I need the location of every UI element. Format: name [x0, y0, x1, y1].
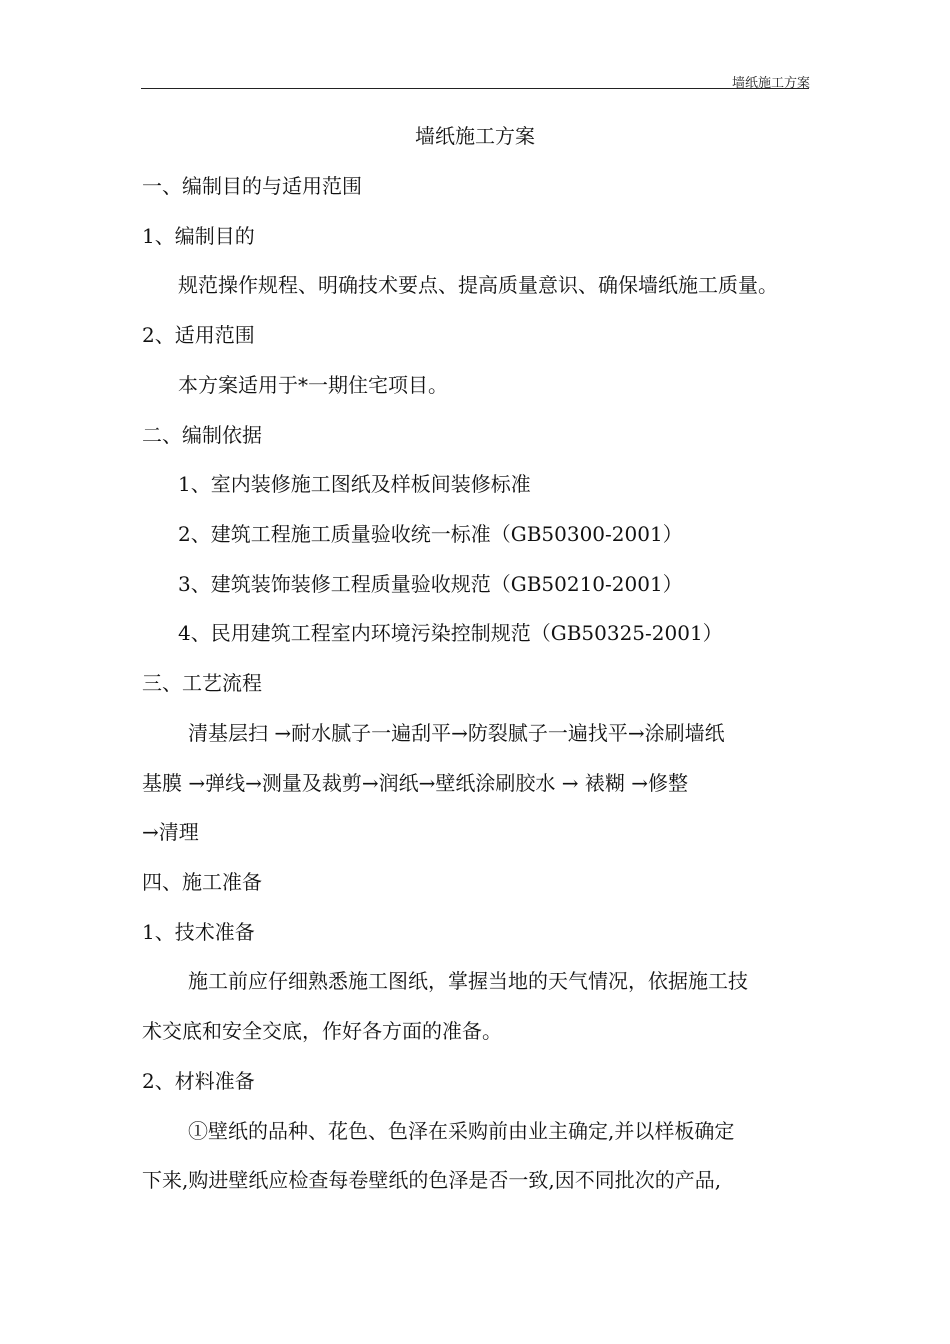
paragraph: 本方案适用于*一期住宅项目。: [178, 373, 448, 397]
header-title: 墙纸施工方案: [731, 76, 810, 91]
paragraph: 下来,购进壁纸应检查每卷壁纸的色泽是否一致,因不同批次的产品,: [142, 1168, 722, 1192]
subsection-heading: 2、材料准备: [142, 1069, 255, 1093]
list-item: 3、建筑装饰装修工程质量验收规范（GB50210-2001）: [178, 572, 683, 596]
paragraph: 清基层扫 →耐水腻子一遍刮平→防裂腻子一遍找平→涂刷墙纸: [188, 721, 725, 745]
list-item: 2、建筑工程施工质量验收统一标准（GB50300-2001）: [178, 522, 683, 546]
section-heading: 四、施工准备: [142, 870, 262, 894]
paragraph: →清理: [142, 820, 199, 844]
paragraph: ①壁纸的品种、花色、色泽在采购前由业主确定,并以样板确定: [188, 1119, 735, 1143]
section-heading: 一、编制目的与适用范围: [142, 174, 362, 198]
paragraph: 规范操作规程、明确技术要点、提高质量意识、确保墙纸施工质量。: [178, 273, 778, 297]
document-title: 墙纸施工方案: [415, 124, 535, 148]
paragraph: 术交底和安全交底，作好各方面的准备。: [142, 1019, 502, 1043]
section-heading: 三、工艺流程: [142, 671, 262, 695]
header-divider: [141, 88, 809, 89]
list-item: 1、室内装修施工图纸及样板间装修标准: [178, 472, 531, 496]
subsection-heading: 1、技术准备: [142, 920, 255, 944]
list-item: 4、民用建筑工程室内环境污染控制规范（GB50325-2001）: [178, 621, 723, 645]
subsection-heading: 1、编制目的: [142, 224, 255, 248]
subsection-heading: 2、适用范围: [142, 323, 255, 347]
section-heading: 二、编制依据: [142, 423, 262, 447]
paragraph: 施工前应仔细熟悉施工图纸，掌握当地的天气情况，依据施工技: [188, 969, 748, 993]
paragraph: 基膜 →弹线→测量及裁剪→润纸→壁纸涂刷胶水 → 裱糊 →修整: [142, 771, 688, 795]
